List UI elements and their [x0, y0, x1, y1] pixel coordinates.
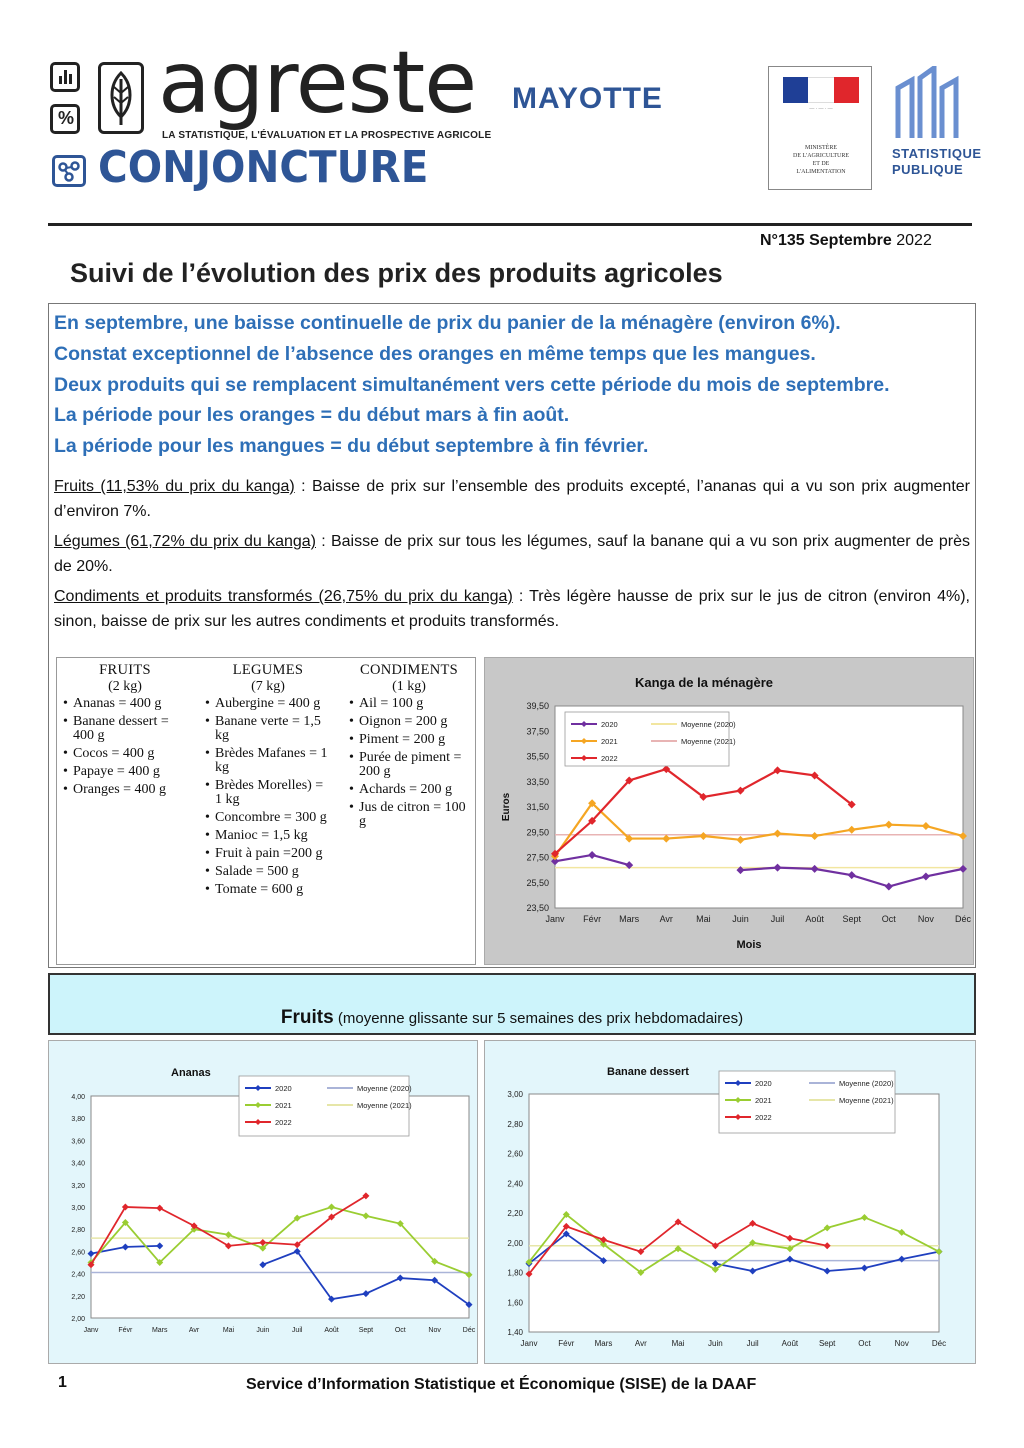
basket-item: • Achards = 200 g — [359, 783, 471, 797]
y-tick-label: 1,40 — [507, 1328, 523, 1337]
kanga-chart — [485, 658, 973, 964]
legend — [565, 712, 736, 766]
y-tick-label: 1,80 — [507, 1268, 523, 1278]
x-axis-label: Mois — [736, 939, 762, 951]
basket-item: • Ail = 100 g — [359, 697, 471, 711]
x-tick-label: Juin — [708, 1339, 723, 1348]
y-tick-label: 3,80 — [71, 1116, 85, 1124]
legend — [719, 1071, 895, 1133]
stat-line-2: PUBLIQUE — [892, 162, 964, 177]
y-tick-label: 4,00 — [71, 1094, 85, 1101]
y-tick-label: 35,50 — [526, 751, 549, 762]
x-tick-label: Mai — [696, 914, 711, 924]
x-tick-label: Juin — [256, 1327, 270, 1334]
x-tick-label: Sept — [358, 1327, 374, 1334]
x-tick-label: Mai — [222, 1327, 235, 1334]
bar-chart-icon — [50, 62, 80, 92]
page-number: 1 — [58, 1374, 67, 1391]
y-tick-label: 2,60 — [507, 1149, 523, 1159]
y-tick-label: 3,00 — [71, 1205, 85, 1212]
basket-item: • Concombre = 300 g — [215, 811, 333, 825]
sub-brand: CONJONCTURE — [98, 142, 429, 193]
y-tick-label: 3,60 — [71, 1138, 85, 1146]
basket-item: • Brèdes Mafanes = 1 kg — [215, 747, 333, 775]
x-tick-label: Oct — [394, 1327, 406, 1334]
x-tick-label: Janv — [545, 914, 565, 924]
basket-item: • Fruit à pain =200 g — [215, 847, 333, 861]
highlight-line: En septembre, une baisse continuelle de prix du panier de la ménagère (environ 6%). — [54, 312, 841, 334]
x-tick-label: Août — [805, 914, 824, 924]
y-tick-label: 2,40 — [507, 1179, 523, 1189]
banane-chart-panel — [484, 1040, 976, 1364]
buildings-icon — [890, 66, 970, 142]
y-tick-label: 2,60 — [71, 1249, 85, 1257]
x-tick-label: Juil — [770, 914, 785, 924]
y-tick-label: 27,50 — [526, 852, 549, 863]
region-label: MAYOTTE — [512, 82, 663, 115]
brand-tagline: LA STATISTIQUE, L'ÉVALUATION ET LA PROSPECTIVE AGRICOLE — [162, 130, 492, 141]
basket-item: • Brèdes Morelles) = 1 kg — [215, 779, 333, 807]
y-tick-label: 2,40 — [71, 1271, 85, 1279]
highlight-line: Constat exceptionnel de l’absence des oranges en même temps que les mangues. — [54, 342, 816, 365]
fruits-list — [61, 697, 189, 797]
legend-label: 2021 — [601, 737, 618, 746]
brand-name: agreste — [158, 33, 477, 133]
legumes-column: LEGUMES (7 kg) • Aubergine = 400 g • Banane verte = 1,5 kg • Brèdes Mafanes = 1 kg • Brèdes Morelles) = 1 kg • Concombre = 300 g • Manioc = 1,5 kg • Fruit à pain =200 g • Salade = 500 g • Tomate = 600 g — [203, 662, 333, 901]
banner-text: Fruits (moyenne glissante sur 5 semaines des prix hebdomadaires) — [280, 1007, 744, 1028]
y-tick-label: 29,50 — [526, 827, 549, 838]
x-tick-label: Oct — [858, 1339, 871, 1348]
x-tick-label: Nov — [894, 1339, 909, 1348]
x-tick-label: Avr — [659, 914, 673, 924]
y-tick-label: 2,80 — [71, 1227, 85, 1235]
stat-line-1: STATISTIQUE — [892, 146, 982, 161]
x-tick-label: Mars — [151, 1327, 168, 1334]
y-tick-label: 37,50 — [526, 726, 549, 737]
legend-label: Moyenne (2021) — [839, 1096, 894, 1105]
basket-item: • Purée de piment = 200 g — [359, 751, 471, 779]
basket-item: • Ananas = 400 g — [73, 697, 189, 711]
legend-label: 2021 — [755, 1096, 772, 1105]
x-tick-label: Mars — [594, 1339, 613, 1348]
header-divider — [48, 223, 972, 226]
y-tick-label: 1,60 — [507, 1298, 523, 1308]
ministry-line-3: ET DE — [812, 161, 830, 167]
chart-title: Ananas — [171, 1067, 211, 1079]
y-axis-label: Euros — [501, 792, 512, 822]
legend-label: Moyenne (2020) — [839, 1079, 894, 1088]
highlight-line: La période pour les oranges = du début mars à fin août. — [54, 404, 570, 427]
x-tick-label: Août — [781, 1339, 799, 1348]
basket-item: • Piment = 200 g — [359, 733, 471, 747]
ananas-chart — [49, 1041, 477, 1363]
basket-item: • Tomate = 600 g — [215, 883, 333, 897]
ministry-line-1: MINISTÈRE — [805, 145, 837, 151]
y-tick-label: 33,50 — [526, 776, 549, 787]
legend-label: 2020 — [275, 1084, 292, 1093]
x-tick-label: Août — [324, 1327, 339, 1334]
statistique-publique-logo — [890, 66, 982, 190]
x-tick-label: Sept — [842, 914, 861, 924]
x-tick-label: Avr — [634, 1339, 647, 1348]
basket-item: • Salade = 500 g — [215, 865, 333, 879]
x-tick-label: Janv — [83, 1327, 99, 1334]
ministry-line-4: L'ALIMENTATION — [796, 169, 846, 175]
ananas-chart-panel — [48, 1040, 478, 1364]
network-icon — [52, 155, 86, 187]
ministry-logo: — · — · — MINISTÈRE DE L'AGRICULTURE ET DE L'ALIMENTATION — [768, 66, 872, 190]
y-tick-label: 2,00 — [71, 1316, 85, 1323]
x-tick-label: Nov — [428, 1327, 441, 1334]
x-tick-label: Mai — [671, 1339, 685, 1348]
y-tick-label: 3,00 — [507, 1090, 523, 1099]
percent-icon: % — [50, 104, 80, 134]
y-tick-label: 2,20 — [71, 1293, 85, 1301]
x-tick-label: Janv — [520, 1339, 538, 1348]
basket-item: • Banane verte = 1,5 kg — [215, 715, 333, 743]
fruits-column: FRUITS (2 kg) • Ananas = 400 g • Banane dessert = 400 g • Cocos = 400 g • Papaye = 400 g • Oranges = 400 g — [61, 662, 189, 801]
x-tick-label: Avr — [188, 1327, 200, 1334]
y-tick-label: 39,50 — [526, 701, 549, 711]
legend-label: 2022 — [275, 1118, 292, 1127]
highlights — [54, 308, 970, 462]
issue-number: N°135 Septembre 2022 — [760, 232, 932, 249]
condiments-list — [347, 697, 471, 829]
basket-item: • Aubergine = 400 g — [215, 697, 333, 711]
y-tick-label: 23,50 — [526, 903, 549, 913]
legend-label: 2020 — [755, 1079, 772, 1088]
basket-item: • Manioc = 1,5 kg — [215, 829, 333, 843]
basket-item: • Oignon = 200 g — [359, 715, 471, 729]
chart-title: Banane dessert — [607, 1066, 689, 1078]
x-tick-label: Juil — [746, 1339, 759, 1348]
fruits-paragraph: Fruits (11,53% du prix du kanga) : Baisse de prix sur l’ensemble des produits excepté, l’ananas qui a vu son prix augmenter d’environ 7%. — [54, 478, 970, 520]
x-tick-label: Déc — [954, 914, 972, 924]
y-tick-label: 3,20 — [71, 1182, 85, 1190]
x-tick-label: Sept — [818, 1339, 836, 1348]
legend-label: 2022 — [601, 754, 618, 763]
footer-text: Service d’Information Statistique et Économique (SISE) de la DAAF — [246, 1376, 757, 1393]
french-flag-icon — [783, 77, 859, 103]
basket-item: • Papaye = 400 g — [73, 765, 189, 779]
legend-label: Moyenne (2021) — [681, 737, 736, 746]
condiments-column: CONDIMENTS (1 kg) • Ail = 100 g • Oignon = 200 g • Piment = 200 g • Purée de piment = 200 g • Achards = 200 g • Jus de citron = 100 g — [347, 662, 471, 833]
y-tick-label: 25,50 — [526, 877, 549, 888]
y-tick-label: 2,80 — [507, 1119, 523, 1129]
x-tick-label: Déc — [931, 1339, 947, 1348]
legend — [239, 1076, 412, 1136]
chart-title: Kanga de la ménagère — [635, 675, 773, 690]
x-tick-label: Nov — [917, 914, 934, 924]
y-tick-label: 3,40 — [71, 1160, 85, 1168]
legend-label: Moyenne (2020) — [681, 720, 736, 729]
legend-label: Moyenne (2020) — [357, 1084, 412, 1093]
legend-label: 2022 — [755, 1113, 772, 1122]
x-tick-label: Juin — [732, 914, 749, 924]
basket-item: • Jus de citron = 100 g — [359, 801, 471, 829]
page-title: Suivi de l’évolution des prix des produits agricoles — [70, 258, 723, 288]
legumes-paragraph: Légumes (61,72% du prix du kanga) : Baisse de prix sur tous les légumes, sauf la banane qui a vu son prix augmenter de près de 20%. — [54, 533, 971, 575]
y-tick-label: 2,00 — [507, 1238, 523, 1248]
legumes-list — [203, 697, 333, 897]
leaf-icon — [98, 62, 144, 134]
y-tick-label: 2,20 — [507, 1209, 523, 1218]
highlight-line: Deux produits qui se remplacent simultanément vers cette période du mois de septembre. — [54, 373, 890, 396]
condiments-paragraph: Condiments et produits transformés (26,75% du prix du kanga) : Très légère hausse de prix sur le jus de citron (environ 4%), sinon, baisse de prix sur les autres condiments et produits transformés. — [54, 588, 971, 630]
x-tick-label: Juil — [291, 1327, 303, 1334]
fruits-section-banner — [48, 973, 976, 1035]
basket-item: • Cocos = 400 g — [73, 747, 189, 761]
basket-item: • Banane dessert = 400 g — [73, 715, 189, 743]
x-tick-label: Mars — [619, 914, 640, 924]
banane-dessert-chart — [485, 1041, 975, 1363]
basket-composition — [56, 657, 476, 965]
legend-label: Moyenne (2021) — [357, 1101, 412, 1110]
basket-item: • Oranges = 400 g — [73, 783, 189, 797]
legend-label: 2020 — [601, 720, 618, 729]
ministry-line-2: DE L'AGRICULTURE — [792, 153, 850, 159]
x-tick-label: Déc — [462, 1327, 476, 1334]
x-tick-label: Févr — [118, 1327, 133, 1334]
kanga-chart-panel — [484, 657, 974, 965]
x-tick-label: Oct — [881, 914, 896, 924]
x-tick-label: Févr — [583, 914, 602, 924]
y-tick-label: 31,50 — [526, 802, 549, 812]
legend-label: 2021 — [275, 1101, 292, 1110]
highlight-line: La période pour les mangues = du début septembre à fin février. — [54, 435, 649, 458]
x-tick-label: Févr — [558, 1339, 575, 1348]
